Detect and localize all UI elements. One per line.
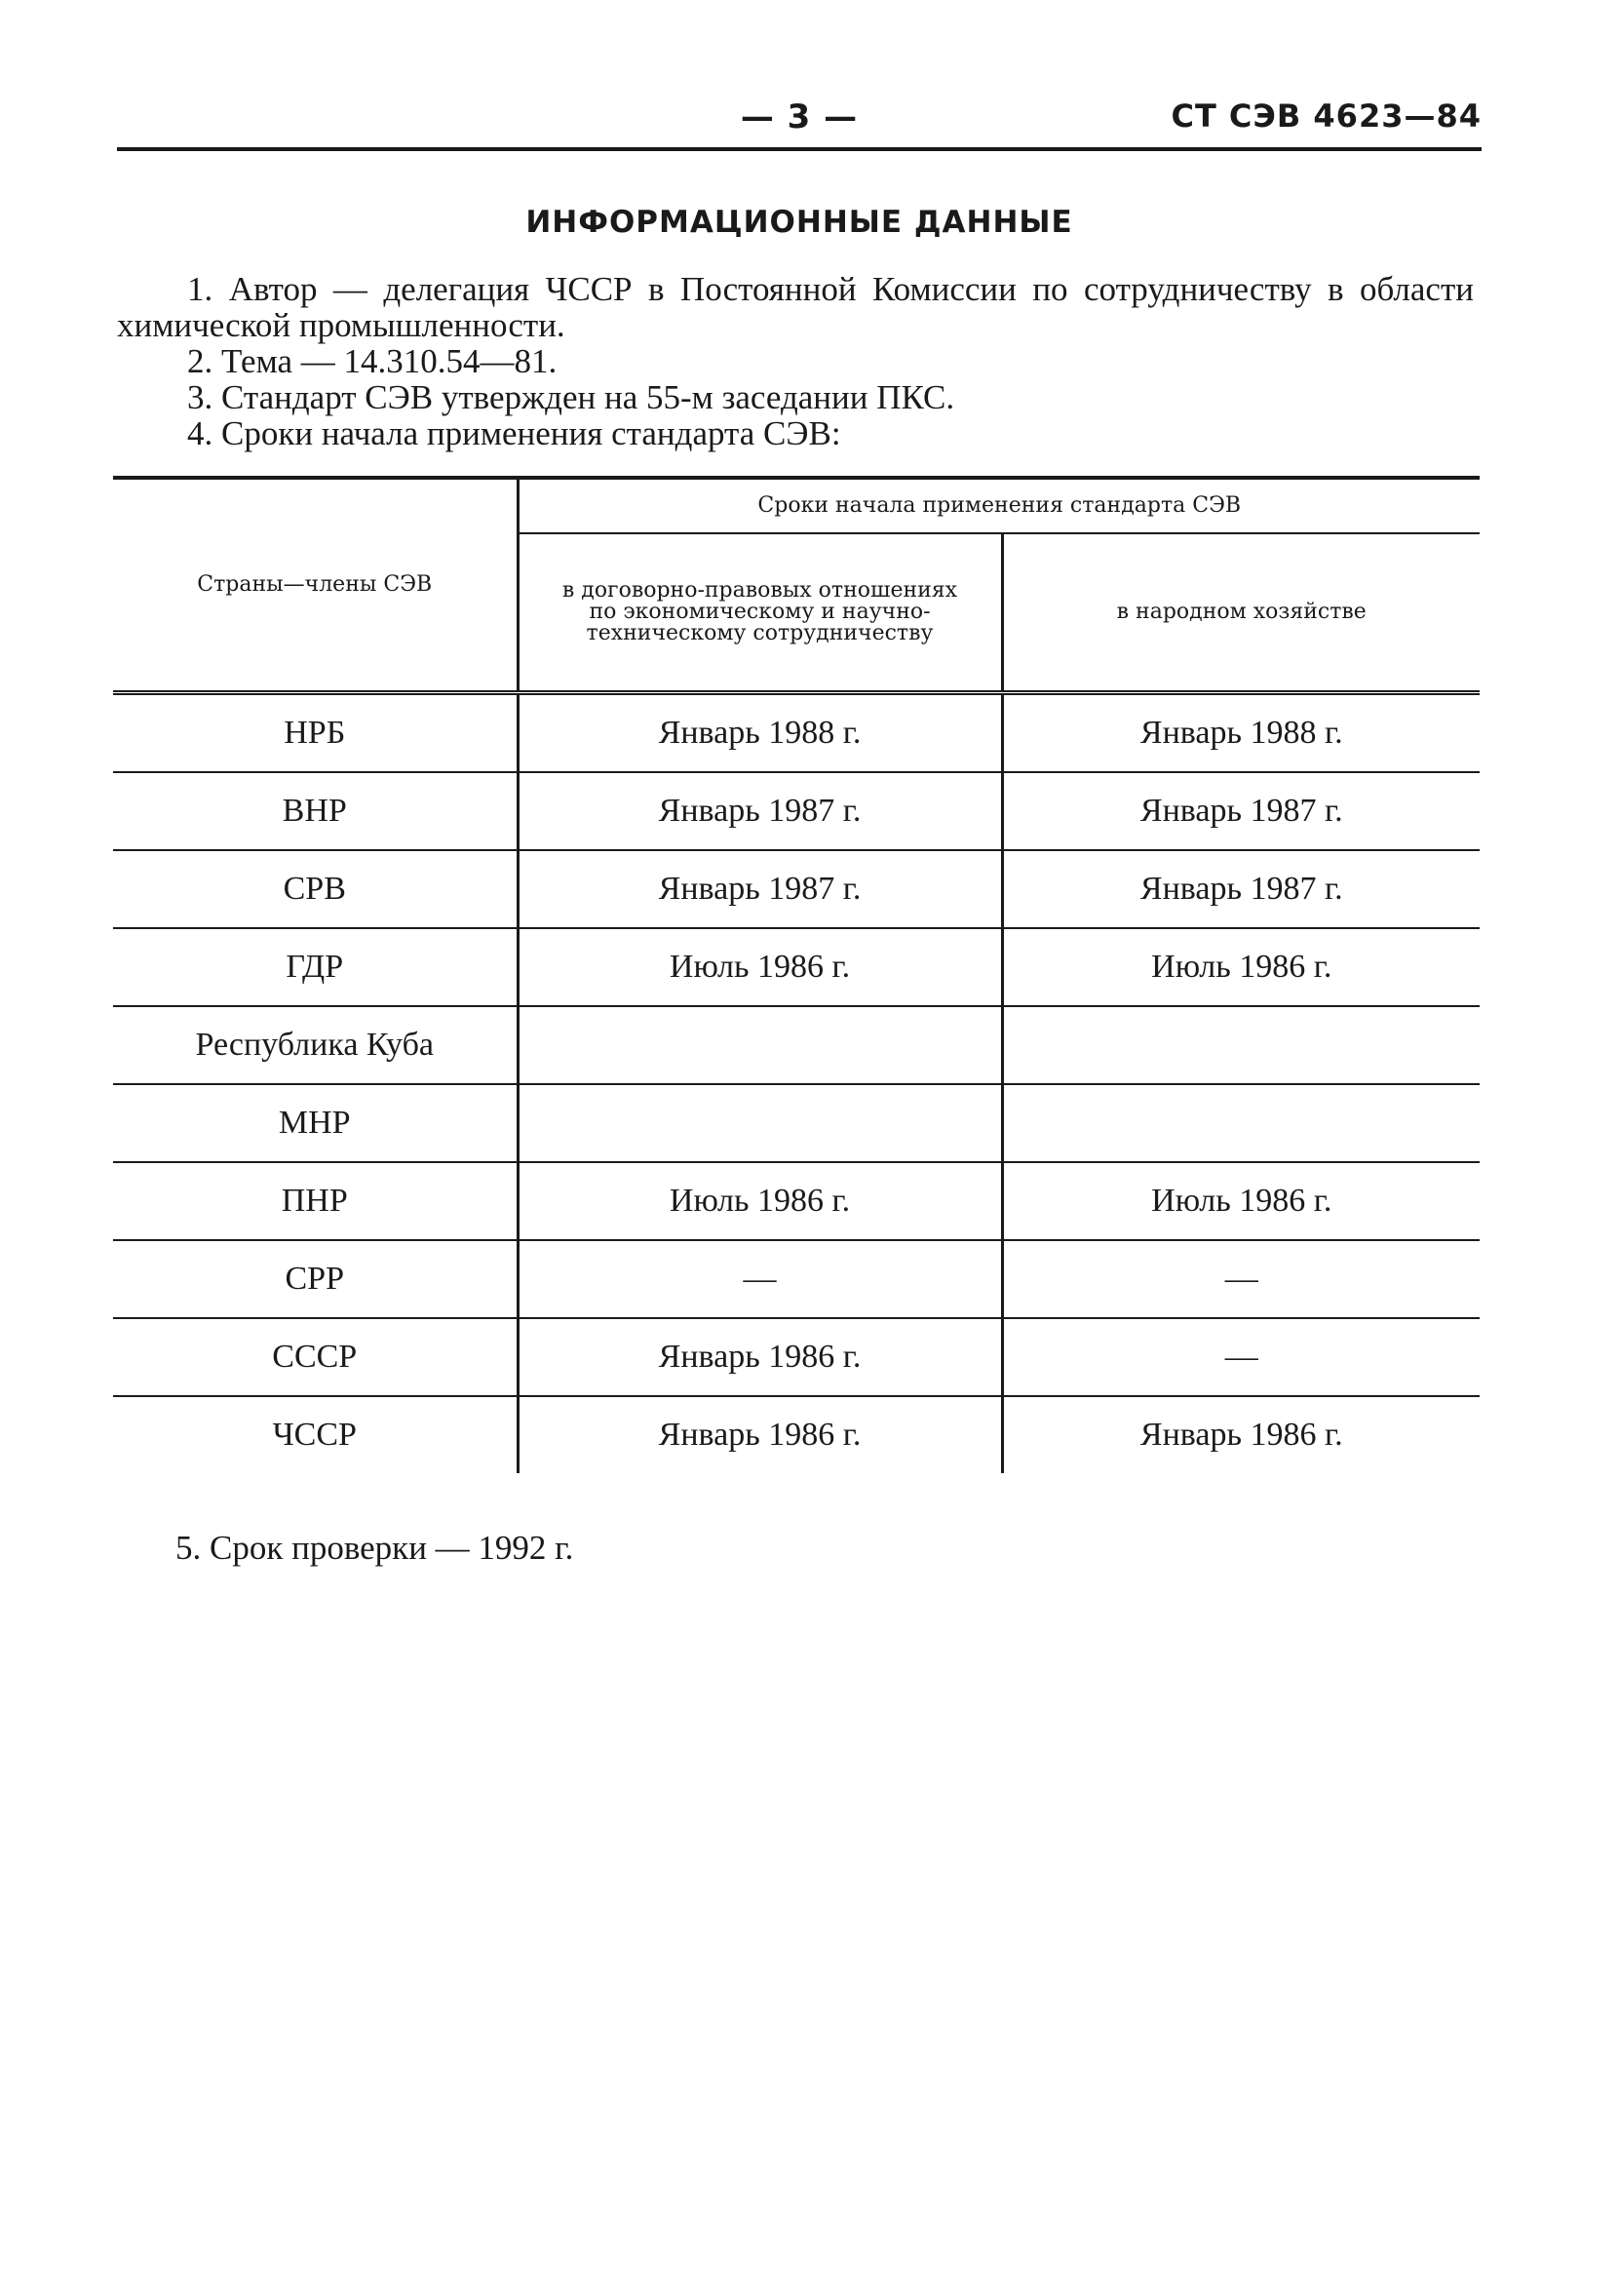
table-row [113, 1084, 1480, 1162]
economy-date-cell: Январь 1987 г. [1002, 850, 1480, 928]
table-row [113, 772, 1480, 850]
contract-date-cell: Июль 1986 г. [518, 928, 1002, 1006]
document-code: СТ СЭВ 4623—84 [1171, 97, 1482, 135]
contract-date-cell [518, 1006, 1002, 1084]
info-item-dates: 4. Сроки начала применения стандарта СЭВ: [187, 414, 841, 452]
economy-date-cell: Январь 1987 г. [1002, 772, 1480, 850]
table-row [113, 928, 1480, 1006]
country-cell: СРВ [113, 850, 518, 928]
economy-date-cell: — [1002, 1318, 1480, 1396]
country-cell: ГДР [113, 928, 518, 1006]
economy-date-cell: Июль 1986 г. [1002, 1162, 1480, 1240]
economy-date-cell: — [1002, 1240, 1480, 1318]
economy-date-cell: Июль 1986 г. [1002, 928, 1480, 1006]
table-row [113, 1396, 1480, 1473]
contract-date-cell: Январь 1987 г. [518, 772, 1002, 850]
country-cell: ЧССР [113, 1396, 518, 1473]
column-header-contract-text: в договорно-правовых отношениях по экономическому и научно-техническому сотрудничеству [561, 578, 958, 645]
table-row [113, 693, 1480, 773]
contract-date-cell: — [518, 1240, 1002, 1318]
header-rule [117, 147, 1482, 151]
table-row [113, 1318, 1480, 1396]
column-header-contract [518, 533, 1002, 693]
implementation-dates-table [113, 476, 1480, 1473]
contract-date-cell: Январь 1986 г. [518, 1318, 1002, 1396]
info-item-author: 1. Автор — делегация ЧССР в Постоянной Комиссии по сотрудничеству в области химической промышленности. [117, 270, 1474, 344]
economy-date-cell [1002, 1006, 1480, 1084]
economy-date-cell [1002, 1084, 1480, 1162]
country-cell: НРБ [113, 693, 518, 773]
contract-date-cell: Январь 1988 г. [518, 693, 1002, 773]
country-cell: СРР [113, 1240, 518, 1318]
table-row [113, 1162, 1480, 1240]
info-list [117, 271, 1474, 451]
country-cell: ПНР [113, 1162, 518, 1240]
country-cell: ВНР [113, 772, 518, 850]
contract-date-cell: Январь 1987 г. [518, 850, 1002, 928]
section-title: ИНФОРМАЦИОННЫЕ ДАННЫЕ [525, 205, 1073, 240]
table-row [113, 1240, 1480, 1318]
page-number: — 3 — [740, 97, 859, 136]
contract-date-cell: Январь 1986 г. [518, 1396, 1002, 1473]
economy-date-cell: Январь 1986 г. [1139, 1417, 1343, 1453]
info-item-approval: 3. Стандарт СЭВ утвержден на 55-м заседании ПКС. [187, 378, 955, 416]
economy-date-cell: Январь 1988 г. [1002, 693, 1480, 773]
page-header [117, 97, 1482, 146]
column-header-country: Страны—члены СЭВ [113, 478, 518, 693]
country-cell: СССР [113, 1318, 518, 1396]
country-cell: Республика Куба [113, 1006, 518, 1084]
column-header-economy: в народном хозяйстве [1002, 533, 1480, 693]
table-row [113, 1006, 1480, 1084]
country-cell: МНР [113, 1084, 518, 1162]
info-item-topic: 2. Тема — 14.310.54—81. [187, 342, 558, 380]
column-header-group: Сроки начала применения стандарта СЭВ [518, 478, 1480, 533]
contract-date-cell [518, 1084, 1002, 1162]
contract-date-cell: Июль 1986 г. [518, 1162, 1002, 1240]
review-date: 5. Срок проверки — 1992 г. [175, 1529, 574, 1567]
table-row [113, 850, 1480, 928]
